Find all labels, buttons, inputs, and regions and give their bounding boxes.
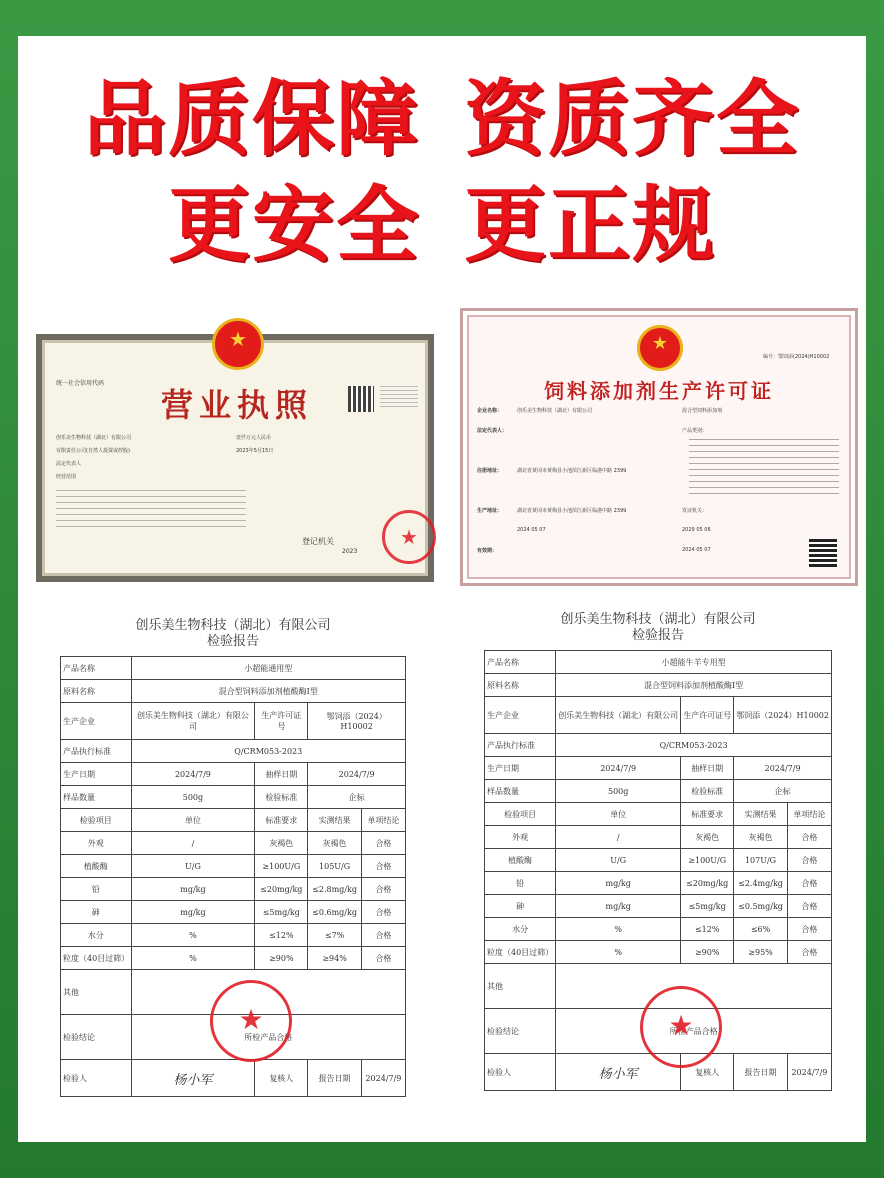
report-title: 检验报告 [206,634,259,649]
table-row: 外观 / 灰褐色 灰褐色 合格 [485,826,832,849]
table-row: 水分 % ≤12% ≤6% 合格 [485,918,832,941]
table-row: 砷 mg/kg ≤5mg/kg ≤0.6mg/kg 合格 [61,901,406,924]
table-row: 铅 mg/kg ≤20mg/kg ≤2.8mg/kg 合格 [61,878,406,901]
license-type: 有限责任公司(自然人投资或控股) [56,448,130,454]
headline-safer: 更安全 [167,178,420,273]
headline-line-2 [0,178,884,274]
headline-full-qualifications: 资质齐全 [464,72,801,167]
table-row: 外观 / 灰褐色 灰褐色 合格 [61,832,406,855]
qr-note [380,386,418,410]
permit-sign-date: 2024 05 07 [682,547,711,553]
license-scope-text [56,490,246,530]
license-established: 2023年5月15日 [236,448,274,454]
table-row: 植酸酶 U/G ≥100U/G 107U/G 合格 [485,849,832,872]
headline-line-1 [0,72,884,168]
qr-code-icon [809,539,837,567]
business-license [36,334,434,582]
report-table: 产品名称 小超能牛羊专用型 原料名称 混合型饲料添加剂植酸酶Ⅰ型 生产企业 创乐美生物科技（湖北）有限公司 生产许可证号 鄂饲添（2024）H10002 产品执行标准 Q/CRM053-2023 生产日期 2024/7/9 抽样日期 2024/7/9 样品数量 500g 检验标准 企标 检验项目 单位 标准要求 实测结果 单项结论 外观 / 灰褐色 灰褐色 合格 植酸酶 U/G ≥100U/G 107U/G 合格 铅 mg/kg ≤20mg/kg ≤2.4mg/kg 合格 砷 mg/kg ≤5mg/kg ≤0.5mg/kg 合格 水分 % ≤12% ≤6% 合格 粒度（40目过筛） % ≥90% ≥95% 合格 其他 检验结论 所检产品合格 检验人 杨小军 复核人 报告日期 2024/7/9 [484,650,832,1091]
permit-company: 创乐美生物科技（湖北）有限公司 [517,408,593,414]
table-row: 粒度（40目过筛） % ≥90% ≥95% 合格 [485,941,832,964]
national-emblem-icon [212,318,264,370]
permit-fields: 企业名称： 创乐美生物科技（湖北）有限公司 混合型饲料添加剂 法定代表人： 产品类别： 注册地址： 湖北省黄冈市黄梅县小池滨江新区临港中路 2399 生产地址： 湖北省黄冈市黄梅县小池滨江新区临港中路 2399 发证机关： 2024 05 07 2029 05 06 有效期： 2024 05 07 [477,407,847,567]
permit-product-list [689,439,839,497]
headline-more-regular: 更正规 [464,178,717,273]
table-row: 砷 mg/kg ≤5mg/kg ≤0.5mg/kg 合格 [485,895,832,918]
license-code-label: 统一社会信用代码 [56,380,105,387]
license-legal-rep-label: 法定代表人 [56,461,82,467]
report-company: 创乐美生物科技（湖北）有限公司 [560,612,756,627]
inspection-seal-icon [210,980,292,1062]
license-company: 创乐美生物科技（湖北）有限公司 [56,435,132,441]
report-table: 产品名称 小超能通用型 原料名称 混合型饲料添加剂植酸酶Ⅰ型 生产企业 创乐美生物科技（湖北）有限公司 生产许可证号 鄂饲添（2024）H10002 产品执行标准 Q/CRM053-2023 生产日期 2024/7/9 抽样日期 2024/7/9 样品数量 500g 检验标准 企标 检验项目 单位 标准要求 实测结果 单项结论 外观 / 灰褐色 灰褐色 合格 植酸酶 U/G ≥100U/G 105U/G 合格 铅 mg/kg ≤20mg/kg ≤2.8mg/kg 合格 砷 mg/kg ≤5mg/kg ≤0.6mg/kg 合格 水分 % ≤12% ≤7% 合格 粒度（40目过筛） % ≥90% ≥94% 合格 其他 检验结论 所检产品合格 检验人 杨小军 复核人 报告日期 2024/7/9 [60,656,406,1097]
permit-number: 编号：鄂饲添(2024)H10002 [763,354,830,360]
license-scope-label: 经营范围 [56,474,77,480]
permit-product: 混合型饲料添加剂 [682,408,723,414]
table-row: 水分 % ≤12% ≤7% 合格 [61,924,406,947]
feed-additive-permit [460,308,858,586]
registration-authority: 登记机关 [302,537,334,546]
report-company: 创乐美生物科技（湖北）有限公司 [135,618,331,633]
permit-site: 湖北省黄冈市黄梅县小池滨江新区临港中路 2399 [517,508,627,514]
permit-issue-date: 2024 05 07 [517,527,546,533]
table-row: 粒度（40目过筛） % ≥90% ≥94% 合格 [61,947,406,970]
inspection-seal-icon [640,986,722,1068]
license-seal-icon [382,510,436,564]
permit-address: 湖北省黄冈市黄梅县小池滨江新区临港中路 2399 [517,468,627,474]
license-fields [56,434,416,486]
license-capital: 壹仟万元人民币 [236,435,272,441]
inspection-report-2 [484,612,832,1098]
headline-quality-assurance: 品质保障 [83,72,420,167]
table-row: 铅 mg/kg ≤20mg/kg ≤2.4mg/kg 合格 [485,872,832,895]
permit-expiry-date: 2029 05 06 [682,527,711,533]
national-emblem-icon [637,325,683,371]
qr-code-icon [348,386,374,412]
permit-title: 饲料添加剂生产许可证 [544,379,774,403]
report-title: 检验报告 [631,628,684,643]
inspection-report-1 [60,618,406,1098]
table-row: 植酸酶 U/G ≥100U/G 105U/G 合格 [61,855,406,878]
license-title: 营业执照 [160,386,313,424]
license-year: 2023 [342,548,358,555]
